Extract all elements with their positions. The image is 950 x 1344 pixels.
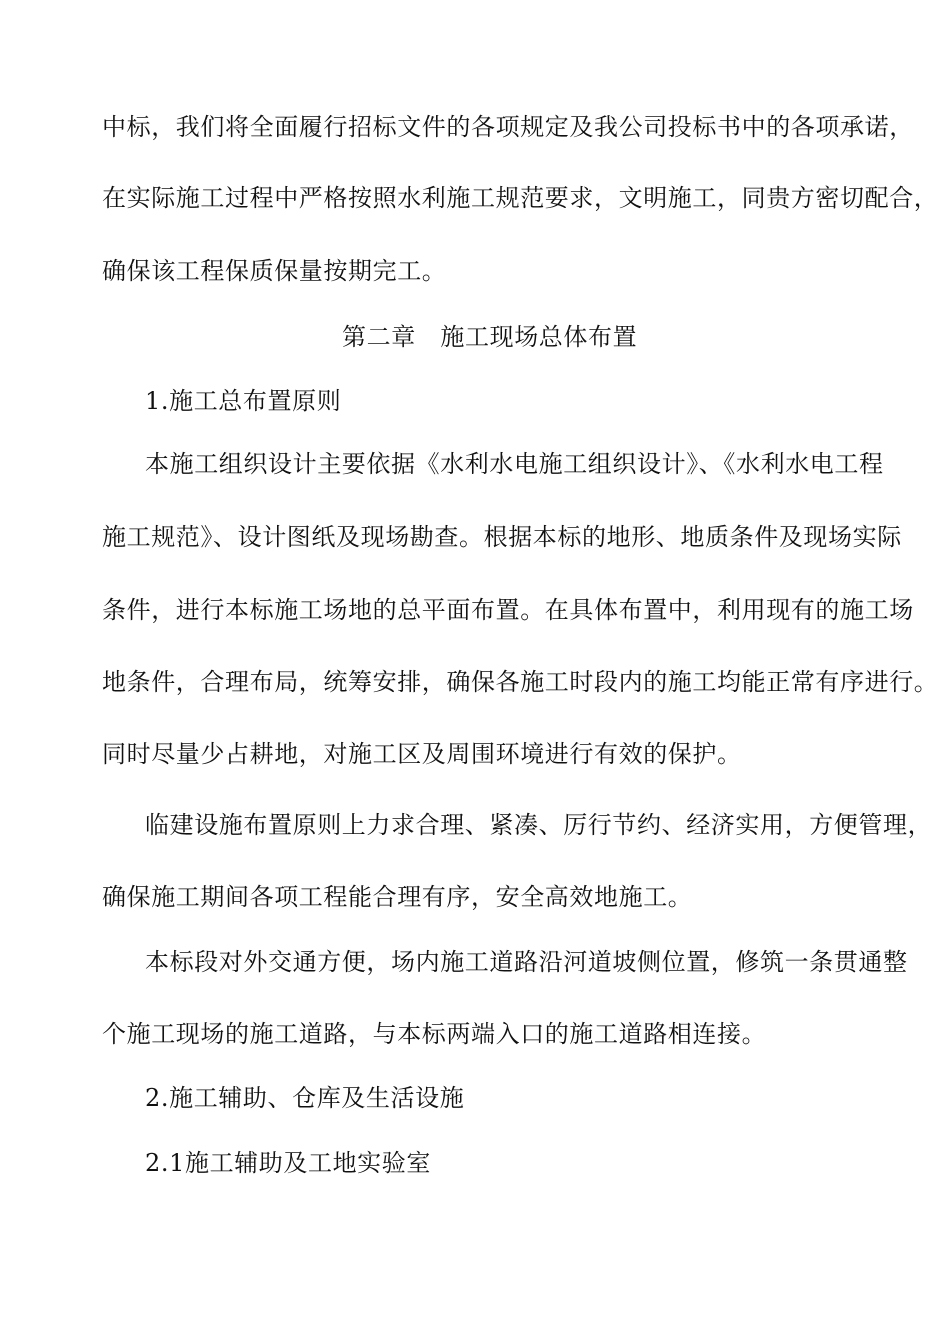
body-text-line: 本施工组织设计主要依据《水利水电施工组织设计》、《水利水电工程 [145, 450, 884, 478]
body-text-line: 确保该工程保质保量按期完工。 [102, 257, 447, 285]
body-text-line: 确保施工期间各项工程能合理有序，安全高效地施工。 [102, 883, 693, 911]
body-text-line: 施工规范》、设计图纸及现场勘查。根据本标的地形、地质条件及现场实际 [102, 523, 902, 551]
body-text-line: 个施工现场的施工道路，与本标两端入口的施工道路相连接。 [102, 1020, 767, 1048]
subsection-heading: 2.1施工辅助及工地实验室 [145, 1149, 431, 1177]
body-text-line: 本标段对外交通方便，场内施工道路沿河道坡侧位置，修筑一条贯通整 [145, 948, 908, 976]
section-heading: 2.施工辅助、仓库及生活设施 [145, 1084, 465, 1112]
body-text-line: 同时尽量少占耕地，对施工区及周围环境进行有效的保护。 [102, 740, 742, 768]
body-text-line: 地条件，合理布局，统筹安排，确保各施工时段内的施工均能正常有序进行。 [102, 668, 939, 696]
body-text-line: 条件，进行本标施工场地的总平面布置。在具体布置中，利用现有的施工场 [102, 596, 914, 624]
section-heading: 1.施工总布置原则 [145, 387, 342, 415]
body-text-line: 临建设施布置原则上力求合理、紧凑、厉行节约、经济实用，方便管理， [145, 811, 933, 839]
body-text-line: 中标，我们将全面履行招标文件的各项规定及我公司投标书中的各项承诺， [102, 113, 914, 141]
body-text-line: 在实际施工过程中严格按照水利施工规范要求，文明施工，同贵方密切配合， [102, 184, 939, 212]
chapter-heading: 第二章 施工现场总体布置 [342, 323, 638, 351]
